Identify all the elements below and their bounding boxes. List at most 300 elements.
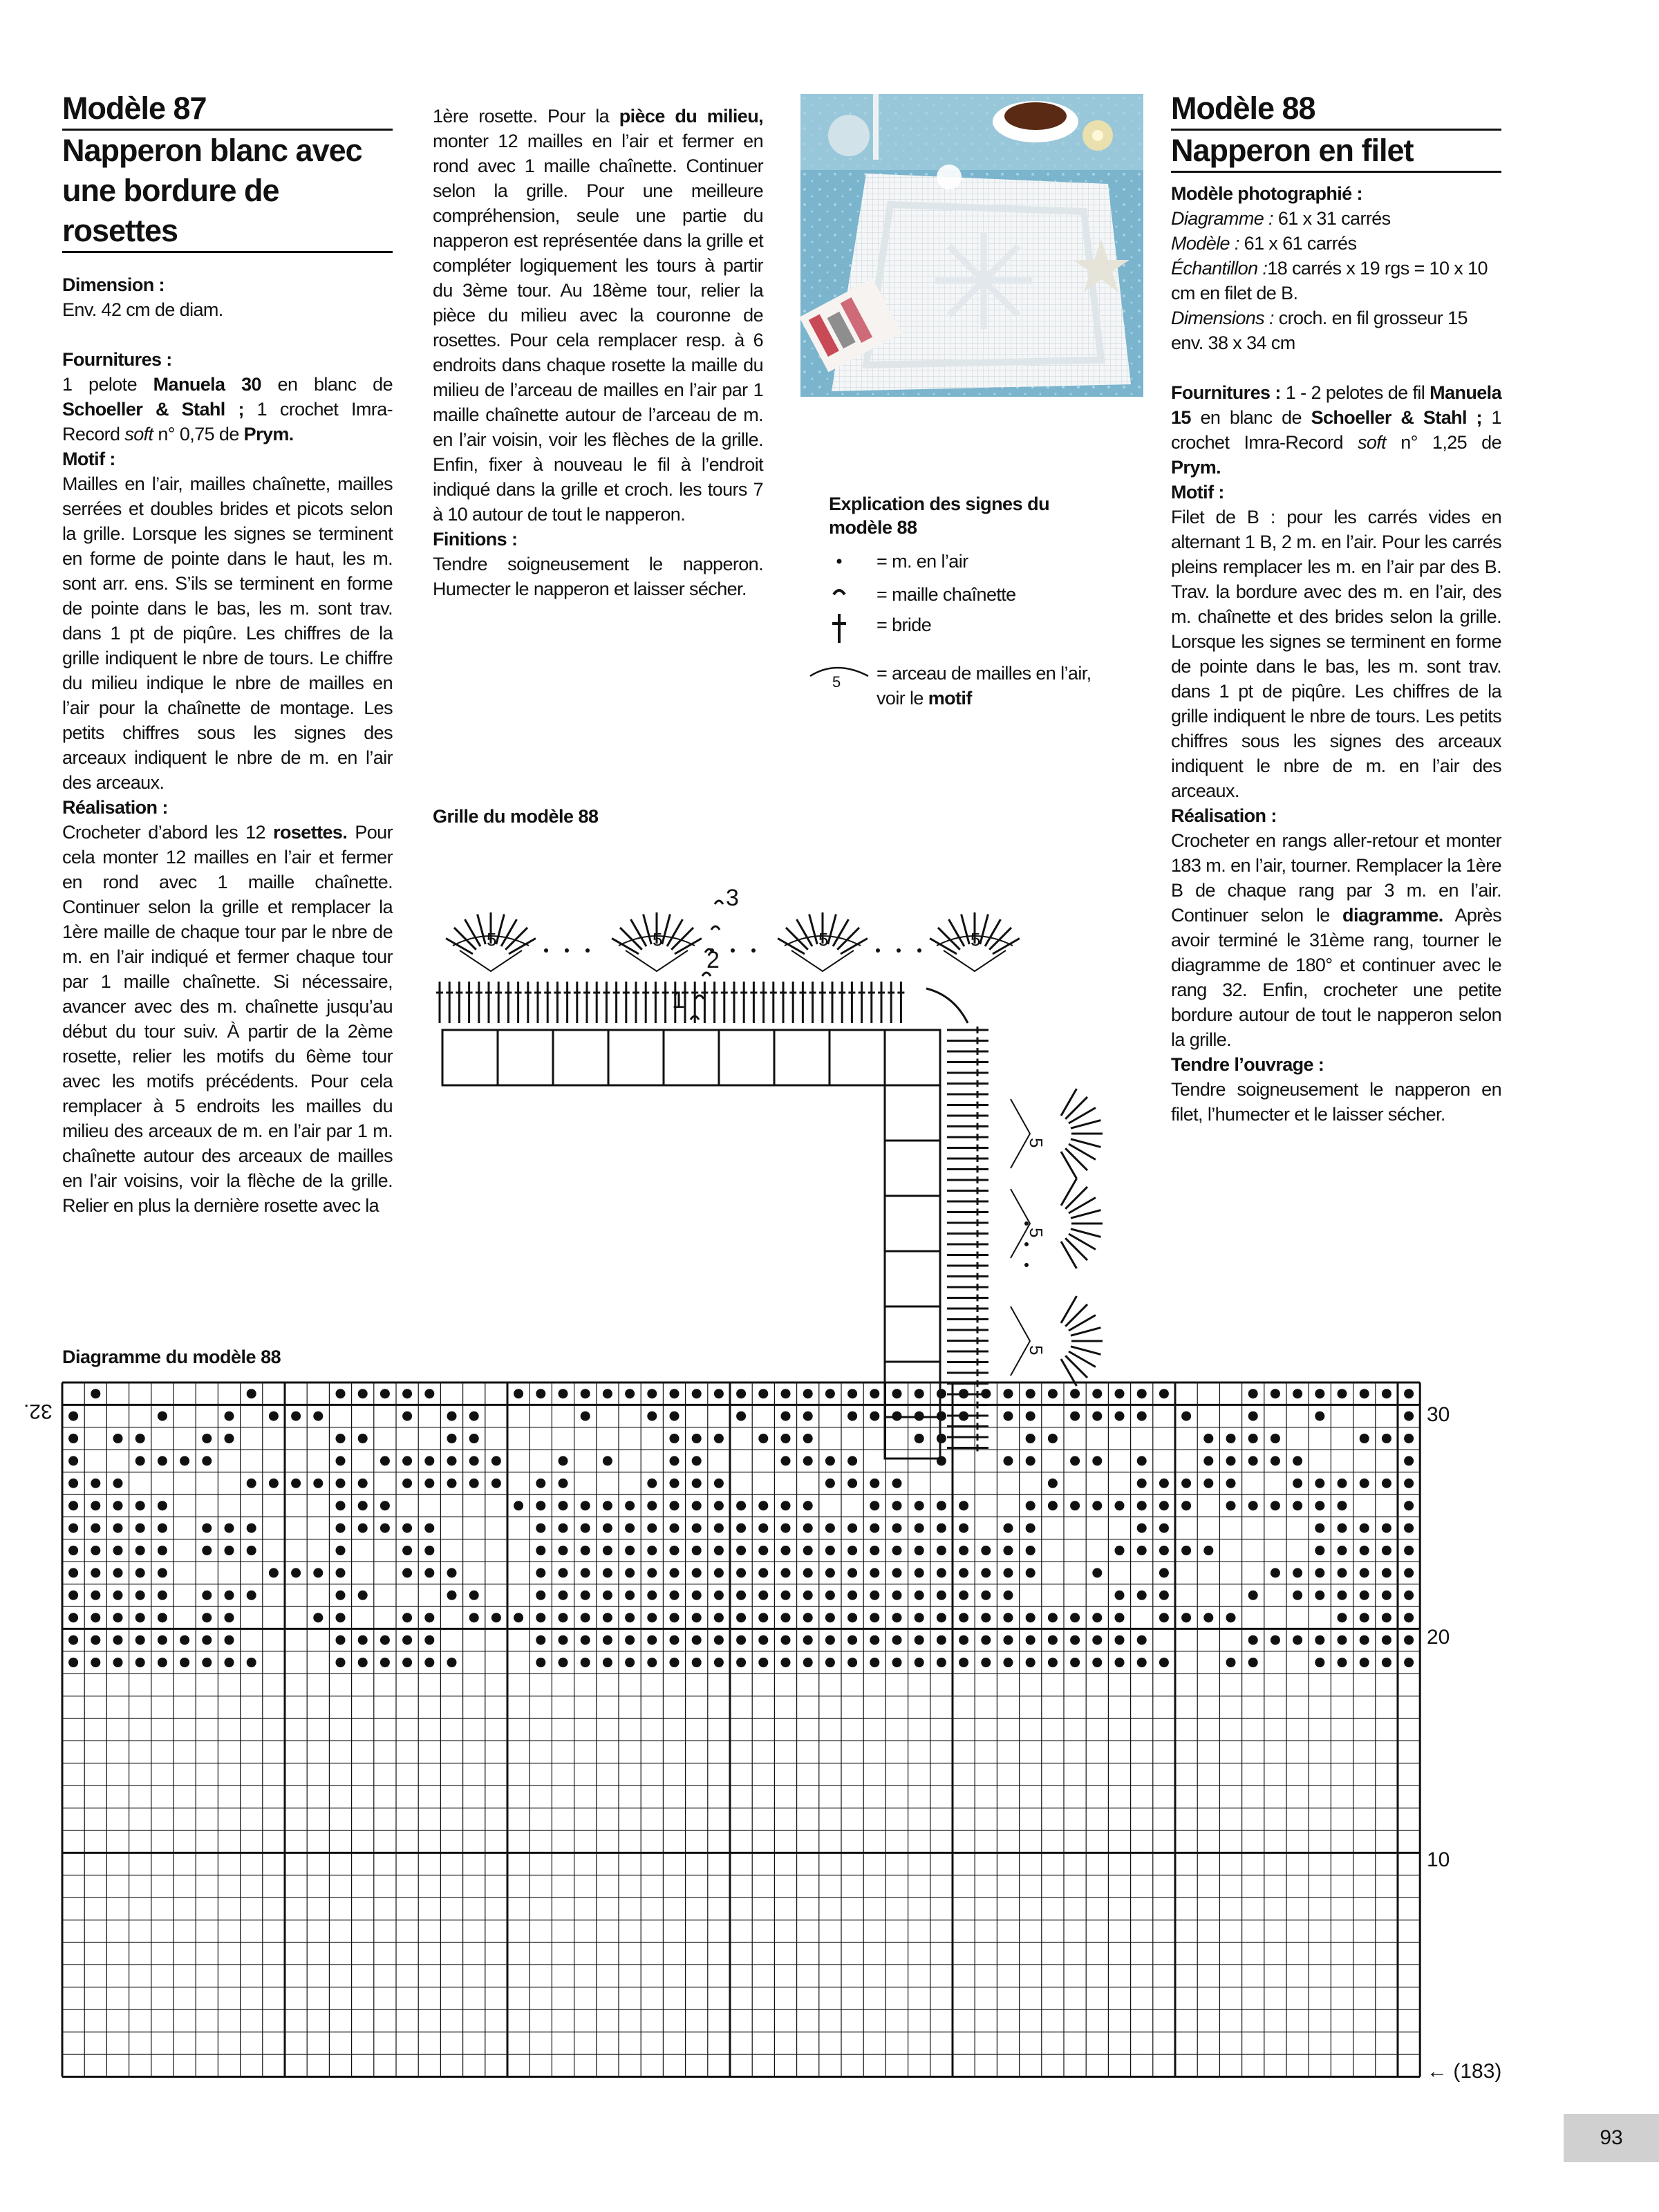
filled-square bbox=[825, 1524, 835, 1533]
filled-square bbox=[1048, 1635, 1058, 1645]
chain-stitch-icon bbox=[834, 590, 845, 594]
filled-square bbox=[870, 1501, 879, 1510]
filled-square bbox=[959, 1546, 968, 1555]
filled-square bbox=[1315, 1479, 1324, 1488]
filled-square bbox=[1226, 1456, 1236, 1465]
filled-square bbox=[269, 1568, 279, 1577]
filled-square bbox=[1048, 1658, 1058, 1667]
filled-square bbox=[959, 1635, 968, 1645]
filled-square bbox=[202, 1434, 212, 1443]
filled-square bbox=[91, 1568, 100, 1577]
filled-square bbox=[758, 1546, 768, 1555]
filled-square bbox=[91, 1546, 100, 1555]
filled-square bbox=[625, 1546, 635, 1555]
filled-square bbox=[870, 1591, 879, 1600]
filled-square bbox=[1315, 1501, 1324, 1510]
filled-square bbox=[1360, 1524, 1369, 1533]
filled-square bbox=[870, 1658, 879, 1667]
filled-square bbox=[447, 1658, 457, 1667]
filled-square bbox=[247, 1479, 256, 1488]
filled-square bbox=[1315, 1658, 1324, 1667]
filled-square bbox=[1271, 1456, 1280, 1465]
filled-square bbox=[581, 1501, 590, 1510]
filled-square bbox=[559, 1658, 568, 1667]
filled-square bbox=[915, 1635, 924, 1645]
filled-square bbox=[336, 1635, 346, 1645]
filled-square bbox=[1315, 1568, 1324, 1577]
filled-square bbox=[1026, 1389, 1035, 1398]
filled-square bbox=[1004, 1389, 1013, 1398]
filled-square bbox=[692, 1546, 702, 1555]
filled-square bbox=[803, 1412, 813, 1421]
filled-square bbox=[559, 1389, 568, 1398]
filled-square bbox=[424, 1479, 434, 1488]
filled-square bbox=[937, 1658, 946, 1667]
filled-square bbox=[1248, 1434, 1258, 1443]
filled-square bbox=[380, 1635, 390, 1645]
filled-square bbox=[358, 1591, 368, 1600]
motif-88-text: Filet de B : pour les carrés vides en alternant 1 B, 2 m. en l’air. Pour les carrés pleins remplacer les m. en l’air par des B. Trav. la bordure avec des m. en l’air, des m. chaînette et des brides selon la grille. Lorsque les signes se terminent en forme de pointe dans le bas, les m. sont trav. dans 1 pt de piqûre. Les chiffres de la grille indiquent le nbre de tours. Les petits chiffres sous les signes des arceaux indiquent le nbre de m. en l’air des arceaux. bbox=[1171, 507, 1501, 801]
filled-square bbox=[736, 1635, 746, 1645]
filled-square bbox=[91, 1591, 100, 1600]
filled-square bbox=[870, 1412, 879, 1421]
filled-square bbox=[825, 1389, 835, 1398]
filled-square bbox=[692, 1591, 702, 1600]
filled-square bbox=[202, 1546, 212, 1555]
filled-square bbox=[1115, 1412, 1125, 1421]
filled-square bbox=[469, 1412, 479, 1421]
filled-square bbox=[714, 1546, 724, 1555]
filled-square bbox=[113, 1479, 123, 1488]
filled-square bbox=[714, 1479, 724, 1488]
filled-square bbox=[1137, 1635, 1147, 1645]
filled-square bbox=[1181, 1613, 1191, 1622]
filled-square bbox=[336, 1658, 346, 1667]
filled-square bbox=[1115, 1389, 1125, 1398]
filled-square bbox=[1137, 1479, 1147, 1488]
filled-square bbox=[714, 1613, 724, 1622]
filled-square bbox=[736, 1501, 746, 1510]
filled-square bbox=[915, 1546, 924, 1555]
filled-square bbox=[113, 1546, 123, 1555]
filled-square bbox=[803, 1591, 813, 1600]
filled-square bbox=[180, 1635, 189, 1645]
filled-square bbox=[981, 1658, 991, 1667]
filled-square bbox=[1115, 1546, 1125, 1555]
filled-square bbox=[135, 1434, 145, 1443]
filled-square bbox=[202, 1524, 212, 1533]
filled-square bbox=[68, 1479, 78, 1488]
filled-square bbox=[1293, 1456, 1302, 1465]
filled-square bbox=[1137, 1658, 1147, 1667]
filled-square bbox=[91, 1658, 100, 1667]
filled-square bbox=[1360, 1635, 1369, 1645]
filled-square bbox=[158, 1658, 167, 1667]
filled-square bbox=[1203, 1546, 1213, 1555]
diagramme-line: Diagramme : 61 x 31 carrés bbox=[1171, 208, 1391, 229]
filled-square bbox=[1159, 1501, 1169, 1510]
filled-square bbox=[915, 1524, 924, 1533]
row-label-10: 10 bbox=[1427, 1848, 1450, 1871]
filled-square bbox=[781, 1456, 791, 1465]
filled-square bbox=[781, 1524, 791, 1533]
filled-square bbox=[581, 1568, 590, 1577]
model-87-number: Modèle 87 bbox=[62, 88, 393, 131]
filled-square bbox=[581, 1412, 590, 1421]
filled-square bbox=[358, 1389, 368, 1398]
realisation-88-label: Réalisation : bbox=[1171, 805, 1277, 826]
filled-square bbox=[1293, 1591, 1302, 1600]
filled-square bbox=[870, 1479, 879, 1488]
filled-square bbox=[247, 1591, 256, 1600]
svg-text:5: 5 bbox=[818, 929, 829, 950]
filled-square bbox=[825, 1591, 835, 1600]
filled-square bbox=[358, 1658, 368, 1667]
filled-square bbox=[758, 1434, 768, 1443]
filled-square bbox=[603, 1524, 612, 1533]
filled-square bbox=[803, 1658, 813, 1667]
filled-square bbox=[1004, 1456, 1013, 1465]
filled-square bbox=[469, 1613, 479, 1622]
filled-square bbox=[1382, 1546, 1391, 1555]
filled-square bbox=[803, 1524, 813, 1533]
dimension-label: Dimension : bbox=[62, 274, 165, 295]
filled-square bbox=[915, 1412, 924, 1421]
filled-square bbox=[1226, 1613, 1236, 1622]
filled-square bbox=[91, 1389, 100, 1398]
filled-square bbox=[202, 1591, 212, 1600]
filled-square bbox=[915, 1389, 924, 1398]
filled-square bbox=[402, 1568, 412, 1577]
filled-square bbox=[625, 1635, 635, 1645]
filled-square bbox=[225, 1635, 234, 1645]
filled-square bbox=[870, 1389, 879, 1398]
filled-square bbox=[781, 1658, 791, 1667]
filled-square bbox=[1360, 1546, 1369, 1555]
filled-square bbox=[847, 1591, 857, 1600]
filled-square bbox=[892, 1479, 902, 1488]
filled-square bbox=[1360, 1434, 1369, 1443]
filled-square bbox=[402, 1412, 412, 1421]
filled-square bbox=[714, 1434, 724, 1443]
filled-square bbox=[847, 1635, 857, 1645]
filled-square bbox=[1248, 1412, 1258, 1421]
filled-square bbox=[803, 1389, 813, 1398]
filled-square bbox=[536, 1658, 545, 1667]
filled-square bbox=[1070, 1501, 1080, 1510]
filled-square bbox=[758, 1658, 768, 1667]
filled-square bbox=[1338, 1658, 1347, 1667]
filled-square bbox=[892, 1389, 902, 1398]
filled-square bbox=[514, 1389, 523, 1398]
filled-square bbox=[358, 1524, 368, 1533]
filled-square bbox=[692, 1658, 702, 1667]
filled-square bbox=[758, 1635, 768, 1645]
row-label-32: 32. bbox=[24, 1400, 53, 1423]
filled-square bbox=[135, 1524, 145, 1533]
filled-square bbox=[180, 1658, 189, 1667]
filled-square bbox=[937, 1456, 946, 1465]
filled-square bbox=[68, 1568, 78, 1577]
filled-square bbox=[469, 1591, 479, 1600]
filled-square bbox=[1271, 1389, 1280, 1398]
filled-square bbox=[625, 1524, 635, 1533]
filled-square bbox=[158, 1412, 167, 1421]
filled-square bbox=[1338, 1524, 1347, 1533]
filled-square bbox=[536, 1501, 545, 1510]
filled-square bbox=[424, 1524, 434, 1533]
filled-square bbox=[847, 1524, 857, 1533]
filled-square bbox=[135, 1546, 145, 1555]
filled-square bbox=[424, 1613, 434, 1622]
photo-model-label: Modèle photographié : bbox=[1171, 183, 1362, 204]
filled-square bbox=[625, 1658, 635, 1667]
model-87-title-2: une bordure de rosettes bbox=[62, 171, 393, 253]
legend-chain-label: = maille chaînette bbox=[877, 584, 1016, 605]
filled-square bbox=[803, 1613, 813, 1622]
filled-square bbox=[225, 1524, 234, 1533]
filled-square bbox=[781, 1389, 791, 1398]
realisation-text: Crocheter d’abord les 12 rosettes. Pour cela monter 12 mailles en l’air et fermer en rond avec 1 maille chaînette. Continuer selon la grille et remplacer la 1ère maille de chaque tour par le nbre de m. en l’air indiqué et fermer chaque tour par 1 maille chaînette. Si nécessaire, avancer avec des m. chaînette jusqu’au début du tour suiv. À partir de la 2ème rosette, relier les motifs du 6ème tour avec les motifs précédents. Pour cela remplacer à 5 endroits les mailles du milieu des arceaux de m. en l’air par 1 m. chaînette autour des arceaux de mailles en l’air voisins, voir la flèche de la grille. Relier en plus la dernière rosette avec la bbox=[62, 822, 393, 1216]
filled-square bbox=[1203, 1479, 1213, 1488]
filled-square bbox=[937, 1613, 946, 1622]
filled-square bbox=[781, 1568, 791, 1577]
filled-square bbox=[1137, 1389, 1147, 1398]
filled-square bbox=[803, 1568, 813, 1577]
filled-square bbox=[380, 1456, 390, 1465]
filled-square bbox=[1382, 1658, 1391, 1667]
filled-square bbox=[113, 1591, 123, 1600]
filled-square bbox=[313, 1479, 323, 1488]
filled-square bbox=[1026, 1568, 1035, 1577]
page-number: 93 bbox=[1564, 2114, 1659, 2162]
filled-square bbox=[559, 1456, 568, 1465]
filled-square bbox=[692, 1613, 702, 1622]
filled-square bbox=[825, 1456, 835, 1465]
filled-square bbox=[1092, 1635, 1102, 1645]
filled-square bbox=[1315, 1635, 1324, 1645]
filled-square bbox=[1026, 1524, 1035, 1533]
filled-square bbox=[803, 1501, 813, 1510]
filled-square bbox=[1159, 1658, 1169, 1667]
filled-square bbox=[202, 1635, 212, 1645]
filled-square bbox=[313, 1613, 323, 1622]
filled-square bbox=[937, 1434, 946, 1443]
svg-text:5: 5 bbox=[1026, 1138, 1047, 1148]
filled-square bbox=[1293, 1389, 1302, 1398]
filled-square bbox=[202, 1658, 212, 1667]
filled-square bbox=[1203, 1613, 1213, 1622]
filled-square bbox=[269, 1479, 279, 1488]
filled-square bbox=[581, 1389, 590, 1398]
filled-square bbox=[1404, 1456, 1414, 1465]
filled-square bbox=[291, 1568, 301, 1577]
filled-square bbox=[1026, 1658, 1035, 1667]
filled-square bbox=[1404, 1479, 1414, 1488]
filled-square bbox=[158, 1591, 167, 1600]
filled-square bbox=[447, 1434, 457, 1443]
filled-square bbox=[847, 1389, 857, 1398]
filled-square bbox=[803, 1546, 813, 1555]
legend-title-2: modèle 88 bbox=[829, 517, 917, 538]
filled-square bbox=[514, 1501, 523, 1510]
grille-round-1: 1 bbox=[672, 987, 685, 1013]
filled-square bbox=[1092, 1658, 1102, 1667]
filled-square bbox=[1004, 1412, 1013, 1421]
filled-square bbox=[603, 1389, 612, 1398]
filled-square bbox=[959, 1389, 968, 1398]
filled-square bbox=[313, 1568, 323, 1577]
filled-square bbox=[758, 1568, 768, 1577]
filled-square bbox=[68, 1613, 78, 1622]
filled-square bbox=[736, 1546, 746, 1555]
filled-square bbox=[1338, 1389, 1347, 1398]
filled-square bbox=[1382, 1613, 1391, 1622]
filled-square bbox=[68, 1635, 78, 1645]
filled-square bbox=[225, 1434, 234, 1443]
filled-square bbox=[202, 1456, 212, 1465]
filled-square bbox=[959, 1568, 968, 1577]
filled-square bbox=[1226, 1501, 1236, 1510]
filled-square bbox=[180, 1456, 189, 1465]
filled-square bbox=[937, 1568, 946, 1577]
filled-square bbox=[225, 1658, 234, 1667]
model-87-title-1: Napperon blanc avec bbox=[62, 133, 362, 168]
filled-square bbox=[1315, 1389, 1324, 1398]
filled-square bbox=[402, 1546, 412, 1555]
row-label-20: 20 bbox=[1427, 1626, 1450, 1649]
filled-square bbox=[447, 1412, 457, 1421]
filled-square bbox=[937, 1501, 946, 1510]
filled-square bbox=[937, 1412, 946, 1421]
filled-square bbox=[1181, 1546, 1191, 1555]
filled-square bbox=[603, 1658, 612, 1667]
filled-square bbox=[380, 1524, 390, 1533]
filled-square bbox=[647, 1546, 657, 1555]
filled-square bbox=[135, 1658, 145, 1667]
filled-square bbox=[1404, 1568, 1414, 1577]
filled-square bbox=[1181, 1479, 1191, 1488]
filled-square bbox=[1248, 1501, 1258, 1510]
filled-square bbox=[736, 1412, 746, 1421]
filled-square bbox=[291, 1479, 301, 1488]
filled-square bbox=[336, 1568, 346, 1577]
filled-square bbox=[1092, 1456, 1102, 1465]
filled-square bbox=[113, 1568, 123, 1577]
filled-square bbox=[1271, 1501, 1280, 1510]
filled-square bbox=[336, 1389, 346, 1398]
filled-square bbox=[1248, 1591, 1258, 1600]
filled-square bbox=[847, 1568, 857, 1577]
legend-symbols bbox=[802, 545, 885, 711]
filled-square bbox=[781, 1546, 791, 1555]
filled-square bbox=[670, 1389, 679, 1398]
fournitures-88-text: Fournitures : 1 - 2 pelotes de fil Manuela 15 en blanc de Schoeller & Stahl ; 1 crochet Imra-Record soft n° 1,25 de Prym. bbox=[1171, 382, 1501, 478]
filled-square bbox=[447, 1456, 457, 1465]
filled-square bbox=[981, 1389, 991, 1398]
filled-square bbox=[91, 1479, 100, 1488]
filled-square bbox=[892, 1635, 902, 1645]
filled-square bbox=[670, 1434, 679, 1443]
filled-square bbox=[1338, 1635, 1347, 1645]
filled-square bbox=[1004, 1546, 1013, 1555]
filled-square bbox=[158, 1613, 167, 1622]
filled-square bbox=[603, 1613, 612, 1622]
filled-square bbox=[581, 1546, 590, 1555]
filled-square bbox=[647, 1501, 657, 1510]
filled-square bbox=[1338, 1568, 1347, 1577]
filled-square bbox=[424, 1635, 434, 1645]
filled-square bbox=[892, 1613, 902, 1622]
filled-square bbox=[1115, 1635, 1125, 1645]
filled-square bbox=[1137, 1412, 1147, 1421]
filled-square bbox=[1338, 1591, 1347, 1600]
filled-square bbox=[158, 1456, 167, 1465]
bride-icon bbox=[832, 614, 846, 643]
filled-square bbox=[847, 1412, 857, 1421]
filled-square bbox=[692, 1635, 702, 1645]
filled-square bbox=[113, 1434, 123, 1443]
photo-illustration bbox=[800, 94, 1143, 397]
filled-square bbox=[1382, 1591, 1391, 1600]
filled-square bbox=[447, 1591, 457, 1600]
filled-square bbox=[358, 1479, 368, 1488]
filled-square bbox=[1248, 1456, 1258, 1465]
filled-square bbox=[1360, 1613, 1369, 1622]
filled-square bbox=[269, 1412, 279, 1421]
model-88-number: Modèle 88 bbox=[1171, 88, 1501, 131]
filled-square bbox=[447, 1479, 457, 1488]
filled-square bbox=[402, 1613, 412, 1622]
filled-square bbox=[937, 1389, 946, 1398]
filled-square bbox=[402, 1456, 412, 1465]
filled-square bbox=[358, 1635, 368, 1645]
filled-square bbox=[670, 1456, 679, 1465]
filled-square bbox=[247, 1524, 256, 1533]
filled-square bbox=[113, 1635, 123, 1645]
filled-square bbox=[981, 1635, 991, 1645]
filled-square bbox=[692, 1479, 702, 1488]
filled-square bbox=[380, 1658, 390, 1667]
filled-square bbox=[424, 1568, 434, 1577]
filled-square bbox=[1026, 1456, 1035, 1465]
filled-square bbox=[491, 1613, 501, 1622]
filled-square bbox=[603, 1546, 612, 1555]
filled-square bbox=[68, 1501, 78, 1510]
filled-square bbox=[915, 1613, 924, 1622]
filled-square bbox=[892, 1568, 902, 1577]
filled-square bbox=[91, 1524, 100, 1533]
filled-square bbox=[1404, 1591, 1414, 1600]
filled-square bbox=[1137, 1501, 1147, 1510]
filled-square bbox=[1115, 1613, 1125, 1622]
filled-square bbox=[536, 1568, 545, 1577]
filled-square bbox=[91, 1635, 100, 1645]
filled-square bbox=[1070, 1658, 1080, 1667]
filled-square bbox=[1159, 1479, 1169, 1488]
filled-square bbox=[714, 1389, 724, 1398]
fournitures-text: 1 pelote Manuela 30 en blanc de Schoeller & Stahl ; 1 crochet Imra- Record soft n° 0,75 de Prym. bbox=[62, 374, 393, 444]
filled-square bbox=[1159, 1613, 1169, 1622]
filled-square bbox=[1137, 1524, 1147, 1533]
filled-square bbox=[937, 1524, 946, 1533]
filled-square bbox=[758, 1524, 768, 1533]
filled-square bbox=[692, 1434, 702, 1443]
filled-square bbox=[1181, 1412, 1191, 1421]
filled-square bbox=[736, 1524, 746, 1533]
filled-square bbox=[1271, 1568, 1280, 1577]
filled-square bbox=[91, 1613, 100, 1622]
